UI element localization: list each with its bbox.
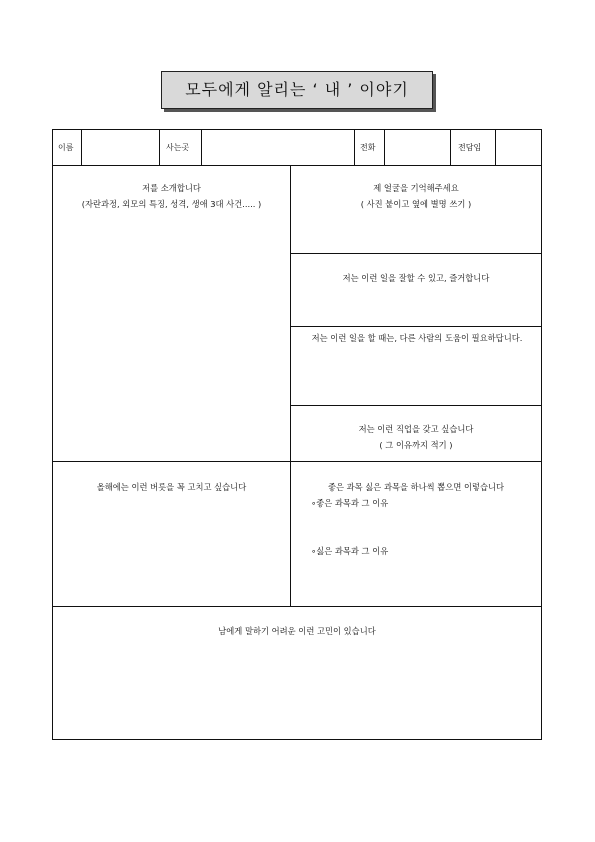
address-field[interactable]	[202, 130, 354, 165]
worry-title: 남에게 말하기 어려운 이런 고민이 있습니다	[218, 626, 376, 636]
habit-section[interactable]	[53, 462, 290, 606]
address-label: 사는곳	[166, 143, 190, 152]
subjects-section[interactable]	[291, 462, 541, 606]
photo-subtitle: ( 사진 붙이고 옆에 별명 쓰기 )	[360, 199, 472, 209]
divider	[450, 130, 451, 165]
photo-section[interactable]	[291, 165, 541, 253]
job-subtitle: ( 그 이유까지 적기 )	[379, 440, 453, 450]
divider	[354, 130, 355, 165]
introduce-section[interactable]	[53, 165, 290, 461]
name-label: 이름	[58, 143, 74, 152]
teacher-label: 전담임	[458, 143, 482, 152]
page-title: 모두에게 알리는 ‘ 내 ’ 이야기	[161, 71, 433, 109]
teacher-field[interactable]	[496, 130, 541, 165]
photo-title: 제 얼굴을 기억해주세요	[373, 183, 459, 193]
profile-form	[52, 129, 542, 740]
name-field[interactable]	[82, 130, 159, 165]
job-title: 저는 이런 직업을 갖고 싶습니다	[358, 424, 474, 434]
good-at-section[interactable]	[291, 254, 541, 326]
phone-label: 전화	[360, 143, 376, 152]
like-subject-label: ∘좋은 과목과 그 이유	[311, 498, 389, 508]
habit-title: 올해에는 이런 버릇을 꼭 고치고 싶습니다	[96, 482, 247, 492]
divider	[159, 130, 160, 165]
worry-section[interactable]	[53, 607, 541, 739]
subjects-title: 좋은 과목 싫은 과목을 하나씩 뽑으면 이렇습니다	[327, 482, 505, 492]
need-help-title: 저는 이런 일을 할 때는, 다른 사람의 도움이 필요하답니다.	[311, 333, 523, 343]
phone-field[interactable]	[385, 130, 450, 165]
good-at-title: 저는 이런 일을 잘할 수 있고, 즐거합니다	[342, 273, 490, 283]
introduce-title: 저를 소개합니다	[142, 183, 201, 193]
introduce-subtitle: (자란과정, 외모의 특징, 성격, 생애 3대 사건..... )	[81, 199, 262, 209]
job-section[interactable]	[291, 406, 541, 461]
dislike-subject-label: ∘싫은 과목과 그 이유	[311, 546, 389, 556]
need-help-section[interactable]	[291, 327, 541, 405]
